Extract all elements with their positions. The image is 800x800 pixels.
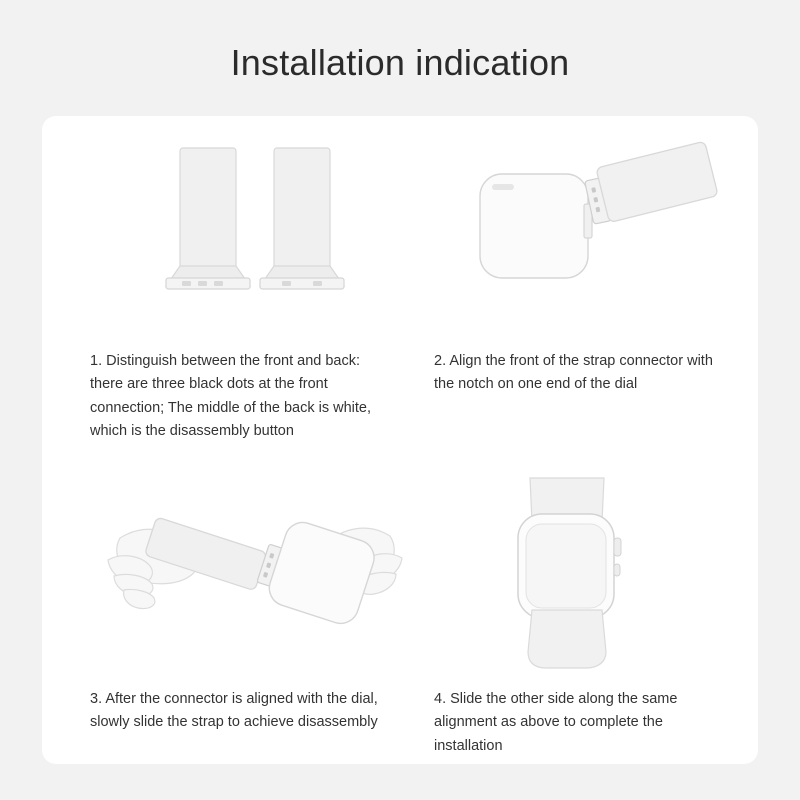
instructions-card xyxy=(42,116,758,764)
completed-watch-figure xyxy=(434,476,734,672)
step-caption-4: 4. Slide the other side along the same alignment as above to complete the installation xyxy=(434,690,678,754)
step-item-2 xyxy=(400,116,758,454)
step-item-3 xyxy=(42,454,400,768)
strap-front-and-back-figure xyxy=(90,138,380,334)
step-item-4 xyxy=(400,454,758,768)
step-caption-2: 2. Align the front of the strap connector with the notch on one end of the dial xyxy=(434,353,713,393)
page-title: Installation indication xyxy=(230,42,570,83)
step-caption-1: 1. Distinguish between the front and back: there are three black dots at the front connection; The middle of the back is white, which is the disassembly button xyxy=(90,353,372,440)
hands-sliding-strap-figure xyxy=(90,476,380,672)
steps-grid xyxy=(42,116,758,764)
step-caption-3: 3. After the connector is aligned with the dial, slowly slide the strap to achieve disassembly xyxy=(90,690,378,731)
step-item-1 xyxy=(42,116,400,454)
strap-aligned-with-dial-notch-figure xyxy=(434,138,734,334)
